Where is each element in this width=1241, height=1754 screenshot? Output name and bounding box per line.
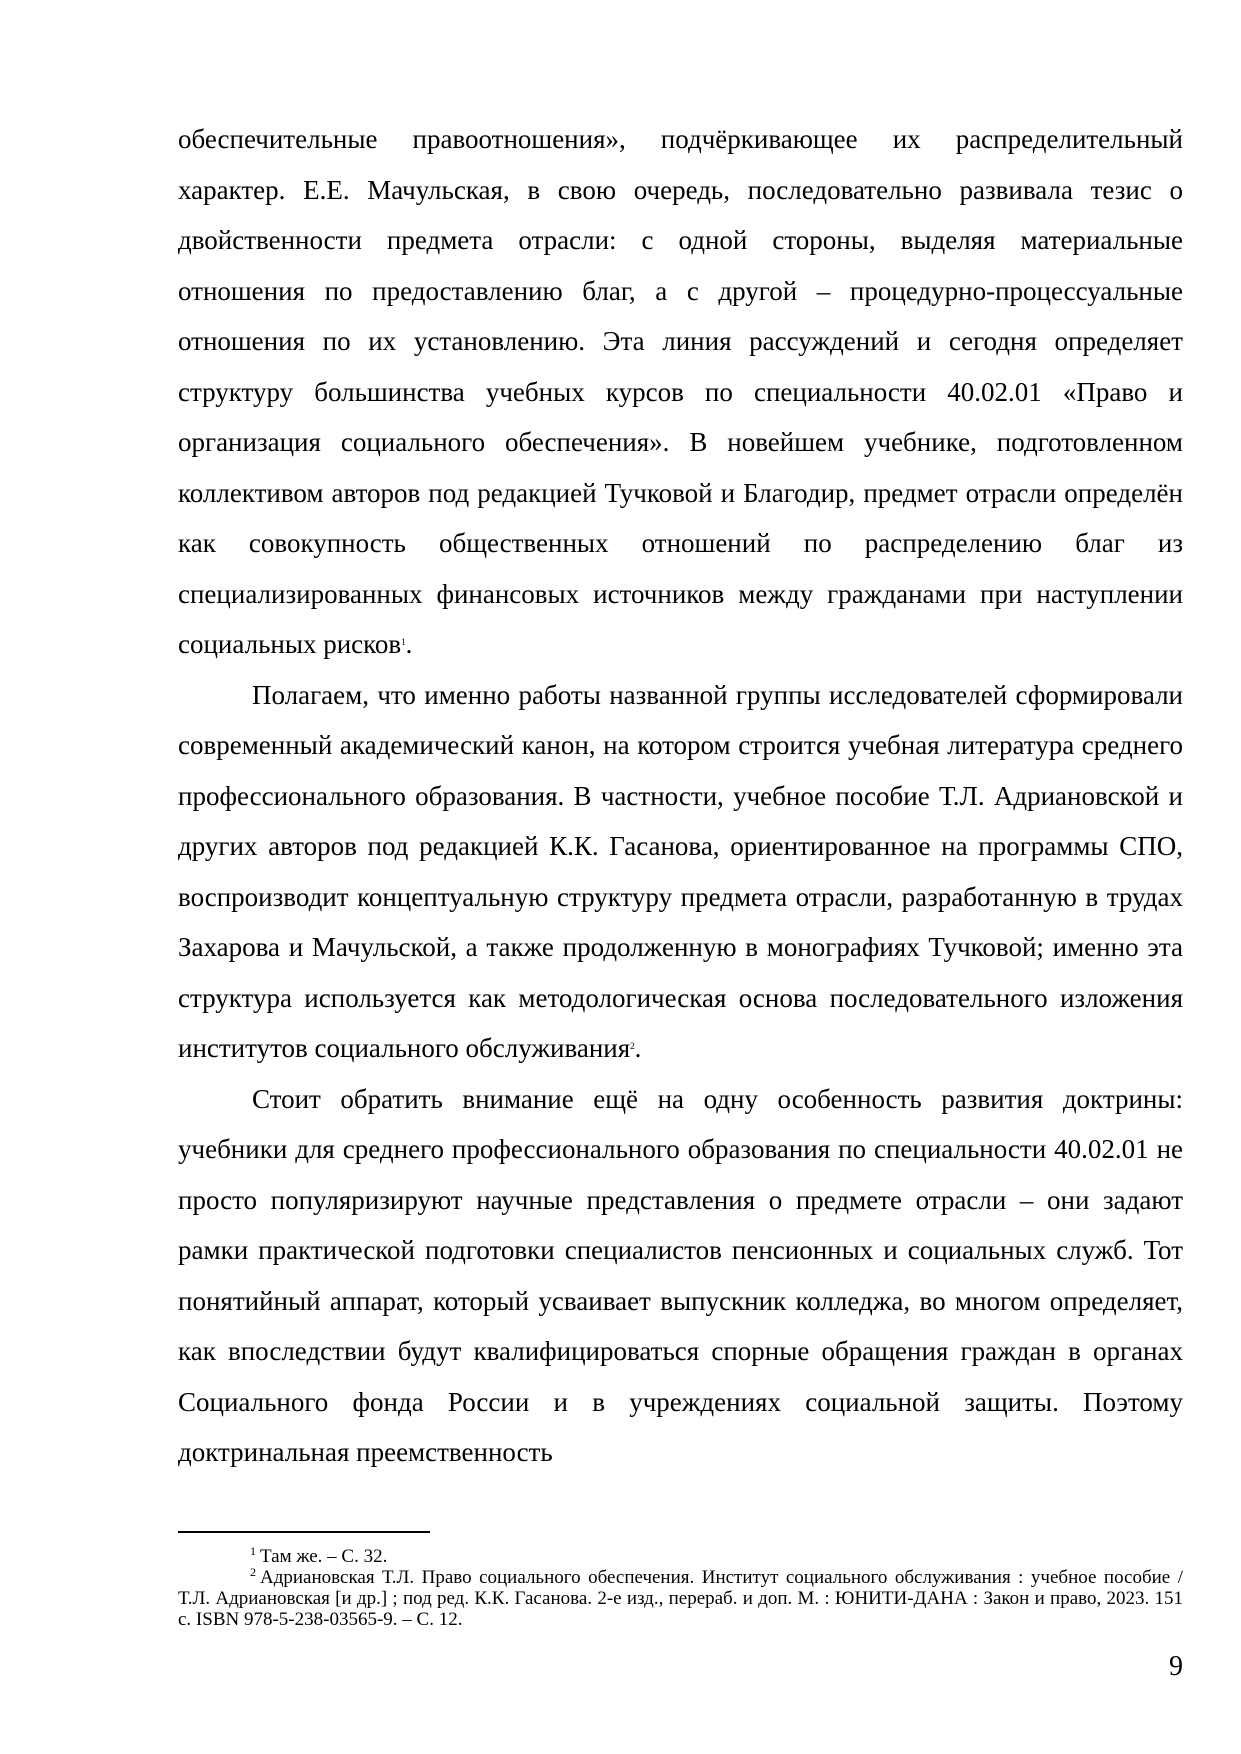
footnote-ref-2[interactable]: 2: [630, 1041, 635, 1051]
paragraph-2-end: .: [634, 1033, 642, 1063]
footnotes: [178, 1543, 1183, 1630]
paragraph-2-text: Полагаем, что именно работы названной группы исследователей сформировали современный академический канон, на котором строится учебная литература среднего профессионального образования. В частности, учебное пособие Т.Л. Адриановской и других авторов под редакцией К.К. Гасанова, ориентированное на программы СПО, воспроизводит концептуальную структуру предмета отрасли, разработанную в трудах Захарова и Мачульской, а также продолженную в монографиях Тучковой; именно эта структура используется как методологическая основа последовательного изложения институтов социального обслуживания: [178, 679, 1183, 1063]
paragraph-1: [178, 114, 1183, 670]
footnote-2-number: 2: [250, 1564, 256, 1579]
paragraph-1-end: .: [405, 629, 413, 659]
paragraph-3: [178, 1074, 1183, 1478]
footnote-2: [178, 1564, 1183, 1630]
paragraph-2: [178, 670, 1183, 1074]
footnote-1: [178, 1543, 1183, 1567]
paragraph-3-text: Стоит обратить внимание ещё на одну особенность развития доктрины: учебники для среднего профессионального образования по специальности 40.02.01 не просто популяризируют научные представления о предмете отрасли – они задают рамки практической подготовки специалистов пенсионных и социальных служб. Тот понятийный аппарат, который усваивает выпускник колледжа, во многом определяет, как впоследствии будут квалифицироваться спорные обращения граждан в органах Социального фонда России и в учреждениях социальной защиты. Поэтому доктринальная преемственность: [178, 1083, 1183, 1467]
footnote-2-text: Адриановская Т.Л. Право социального обеспечения. Институт социального обслуживания : учебное пособие / Т.Л. Адриановская [и др.] ; под ред. К.К. Гасанова. 2-е изд., перераб. и доп. М. : ЮНИТИ-ДАНА : Закон и право, 2023. 151 с. ISBN 978-5-238-03565-9. – С. 12.: [178, 1567, 1183, 1630]
footnote-1-text: Там же. – С. 32.: [260, 1546, 388, 1567]
page-number: 9: [1169, 1651, 1183, 1682]
paragraph-1-text: обеспечительные правоотношения», подчёркивающее их распределительный характер. Е.Е. Мачульская, в свою очередь, последовательно развивала тезис о двойственности предмета отрасли: с одной стороны, выделяя материальные отношения по предоставлению благ, а с другой – процедурно-процессуальные отношения по их установлению. Эта линия рассуждений и сегодня определяет структуру большинства учебных курсов по специальности 40.02.01 «Право и организация социального обеспечения». В новейшем учебнике, подготовленном коллективом авторов под редакцией Тучковой и Благодир, предмет отрасли определён как совокупность общественных отношений по распределению благ из специализированных финансовых источников между гражданами при наступлении социальных рисков: [178, 124, 1183, 659]
body-text: [178, 114, 1183, 1478]
footnote-ref-1[interactable]: 1: [401, 637, 406, 647]
footnote-1-number: 1: [250, 1543, 256, 1558]
footnote-separator: [178, 1531, 430, 1533]
